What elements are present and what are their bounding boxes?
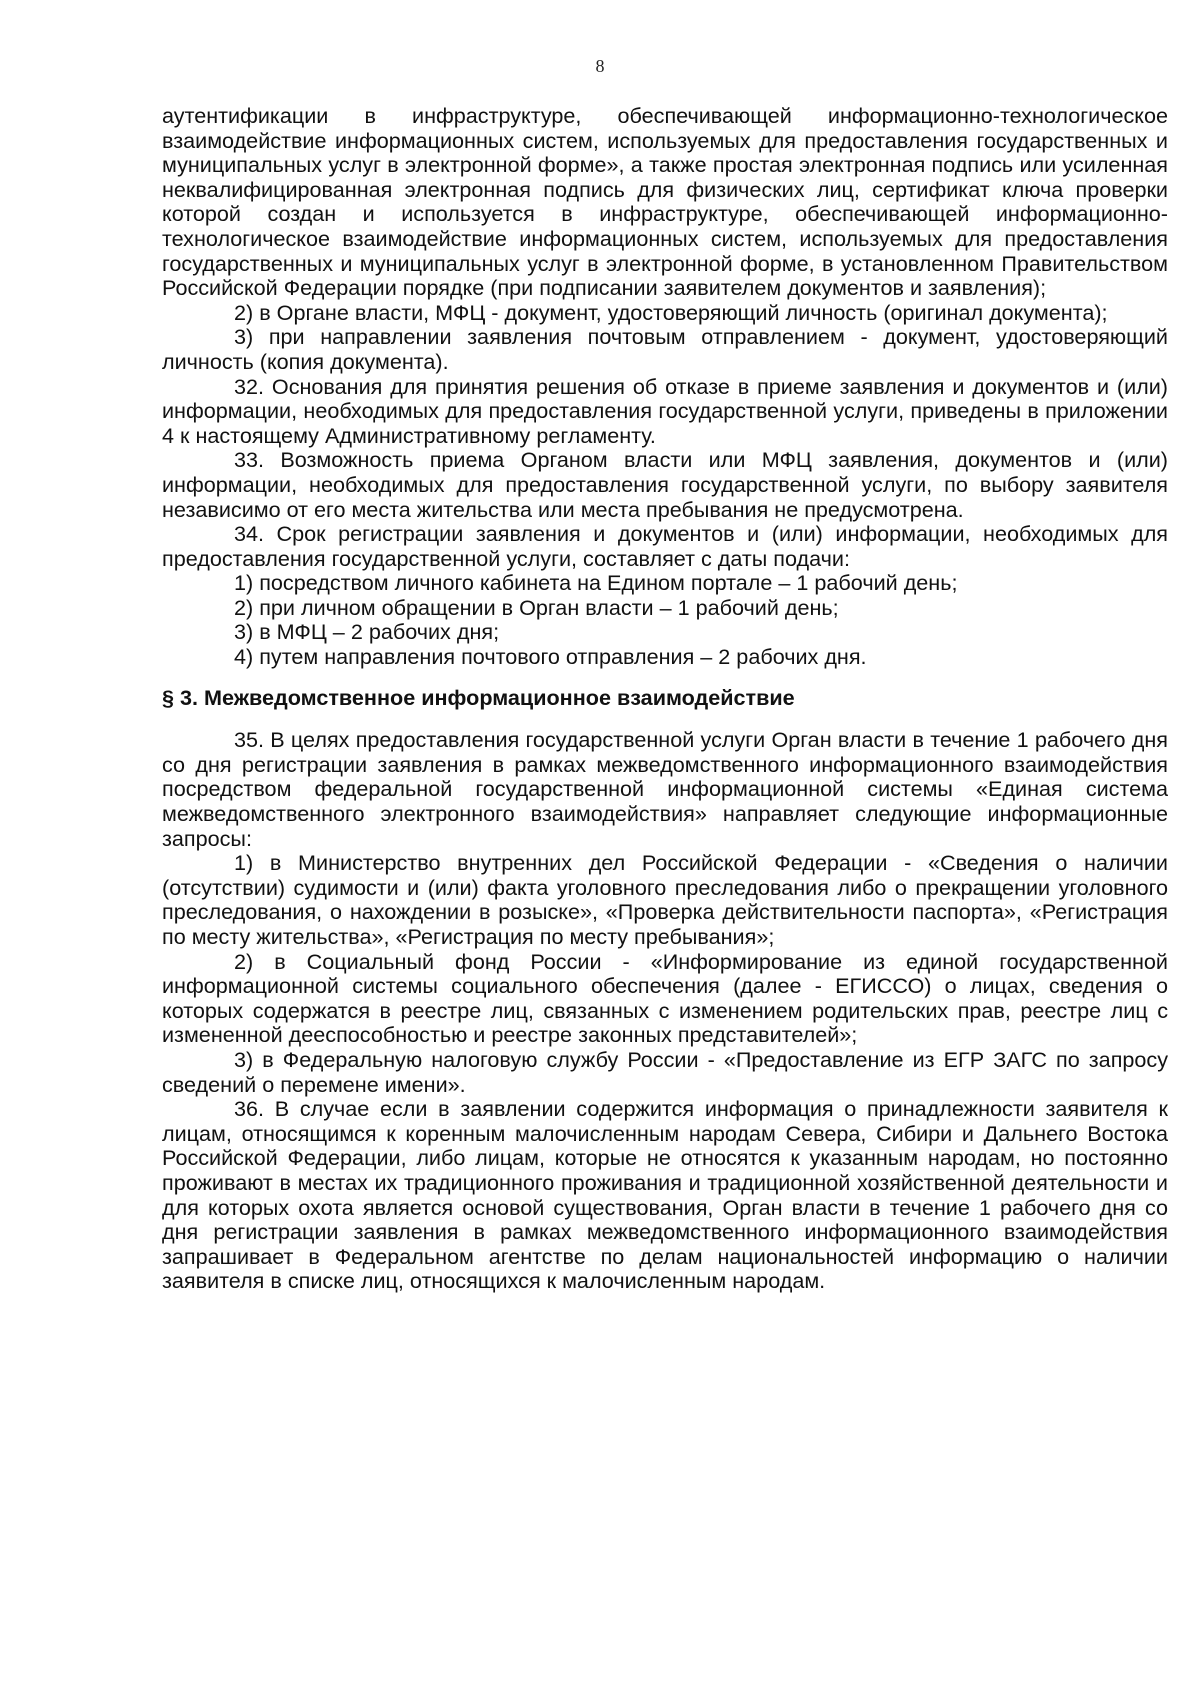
list-item-34-1: 1) посредством личного кабинета на Едином портале – 1 рабочий день; xyxy=(234,570,958,596)
list-item-35-3: 3) в Федеральную налоговую службу России - «Предоставление из ЕГР ЗАГС по запросу сведений о перемене имени». xyxy=(162,1046,1168,1097)
paragraph-33: 33. Возможность приема Органом власти или МФЦ заявления, документов и (или) информации, необходимых для предоставления государственной услуги, по выбору заявителя независимо от его места жительства или места пребывания не предусмотрена. xyxy=(162,447,1168,522)
section-heading: § 3. Межведомственное информационное взаимодействие xyxy=(162,684,795,710)
paragraph-32: 32. Основания для принятия решения об отказе в приеме заявления и документов и (или) информации, необходимых для предоставления государственной услуги, приведены в приложении 4 к настоящему Административному регламенту. xyxy=(162,373,1168,448)
list-item-34-3: 3) в МФЦ – 2 рабочих дня; xyxy=(234,619,500,645)
document-body xyxy=(162,104,1168,1294)
paragraph-item-3: 3) при направлении заявления почтовым отправлением - документ, удостоверяющий личность (копия документа). xyxy=(162,324,1168,374)
list-item-34-2: 2) при личном обращении в Орган власти – 1 рабочий день; xyxy=(234,594,839,620)
paragraph-35: 35. В целях предоставления государственной услуги Орган власти в течение 1 рабочего дня со дня регистрации заявления в рамках межведомственного информационного взаимодействия посредством федеральной государственной информационной системы «Единая система межведомственного электронного взаимодействия» направляет следующие информационные запросы: xyxy=(162,727,1168,851)
paragraph-36: 36. В случае если в заявлении содержится информация о принадлежности заявителя к лицам, относящимся к коренным малочисленным народам Севера, Сибири и Дальнего Востока Российской Федерации, либо лицам, которые не относятся к указанным народам, но постоянно проживают в местах их традиционного проживания и традиционной хозяйственной деятельности и для которых охота является основой существования, Орган власти в течение 1 рабочего дня со дня регистрации заявления в рамках межведомственного информационного взаимодействия запрашивает в Федеральном агентстве по делам национальностей информацию о наличии заявителя в списке лиц, относящихся к малочисленным народам. xyxy=(162,1096,1168,1294)
list-item-35-2: 2) в Социальный фонд России - «Информирование из единой государственной информационной системы социального обеспечения (далее - ЕГИССО) о лицах, сведения о которых содержатся в реестре лиц, связанных с изменением родительских прав, реестре лиц с измененной дееспособностью и реестре законных представителей»; xyxy=(162,948,1168,1048)
list-item-35-1: 1) в Министерство внутренних дел Российской Федерации - «Сведения о наличии (отсутствии) судимости и (или) факта уголовного преследования либо о прекращении уголовного преследования, о нахождении в розыске», «Проверка действительности паспорта», «Регистрация по месту жительства», «Регистрация по месту пребывания»; xyxy=(162,850,1168,949)
paragraph-34: 34. Срок регистрации заявления и документов и (или) информации, необходимых для предоставления государственной услуги, составляет с даты подачи: xyxy=(162,521,1168,571)
paragraph-item-2: 2) в Органе власти, МФЦ - документ, удостоверяющий личность (оригинал документа); xyxy=(234,299,1108,325)
paragraph-continuation: аутентификации в инфраструктуре, обеспечивающей информационно-технологическое взаимодействие информационных систем, используемых для предоставления государственных и муниципальных услуг в электронной форме», а также простая электронная подпись или усиленная неквалифицированная электронная подпись для физических лиц, сертификат ключа проверки которой создан и используется в инфраструктуре, обеспечивающей информационно-технологическое взаимодействие информационных систем, используемых для предоставления государственных и муниципальных услуг в электронной форме, в установленном Правительством Российской Федерации порядке (при подписании заявителем документов и заявления); xyxy=(162,103,1168,301)
list-item-34-4: 4) путем направления почтового отправления – 2 рабочих дня. xyxy=(234,644,867,670)
page-number: 8 xyxy=(595,56,605,76)
